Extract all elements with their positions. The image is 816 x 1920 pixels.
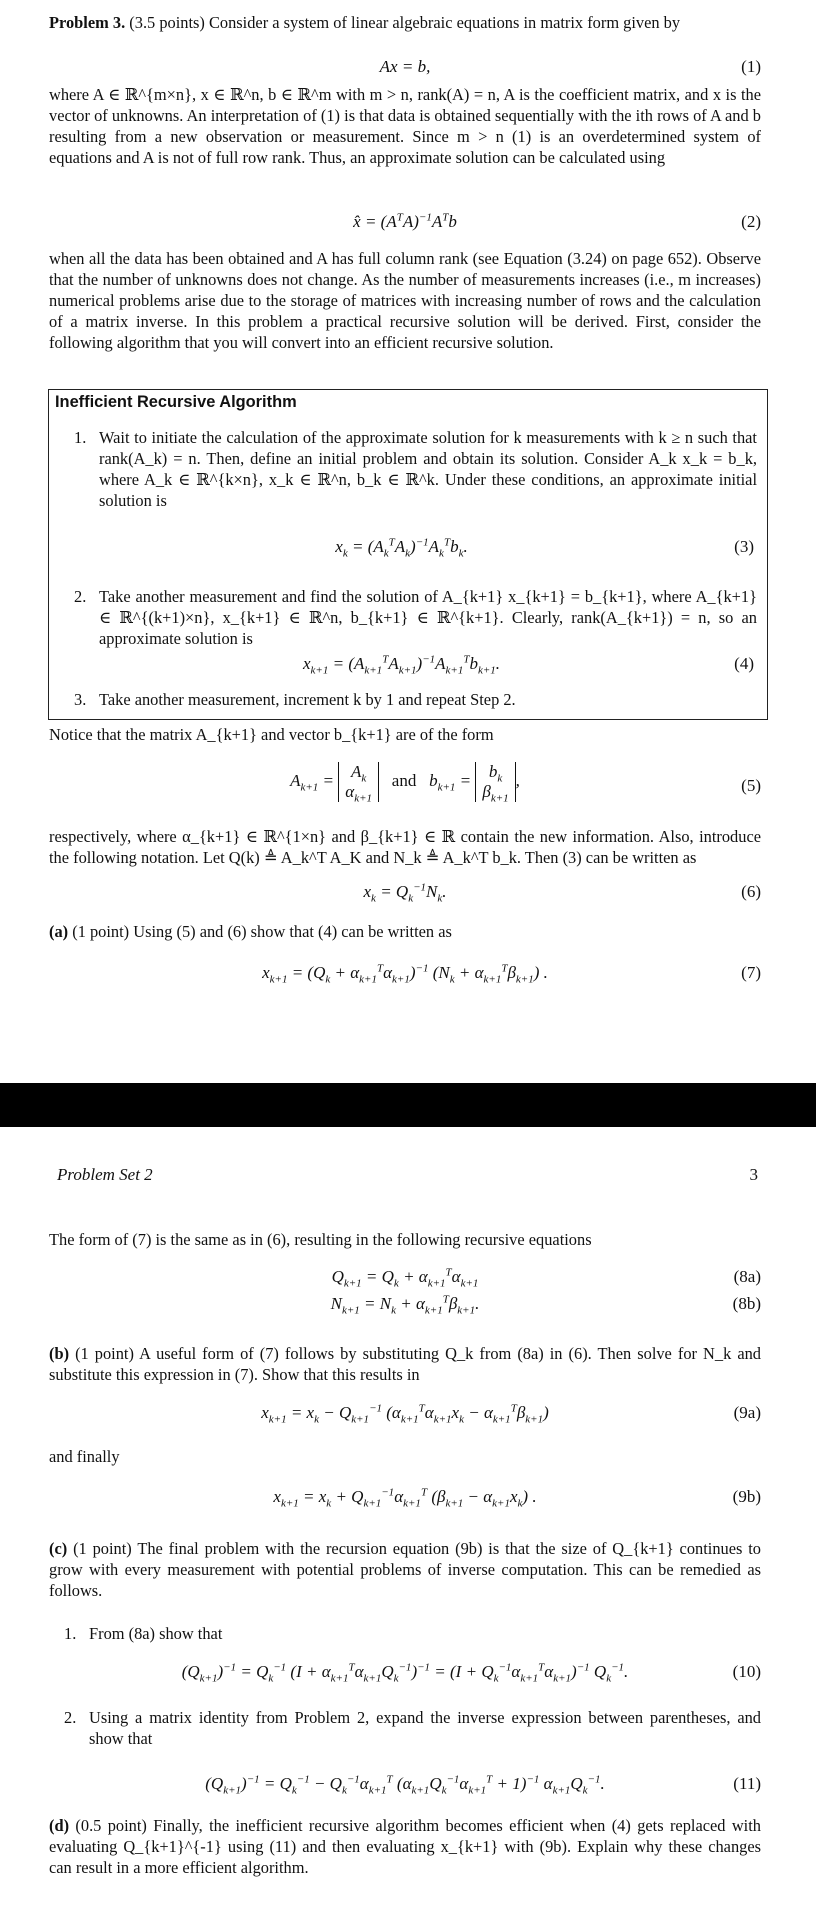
part-d-label: (d) (49, 1816, 70, 1835)
equation-9b-number: (9b) (732, 1487, 761, 1506)
equation-9a-number: (9a) (733, 1403, 761, 1422)
notice-text: Notice that the matrix A_{k+1} and vector b_{k+1} are of the form (49, 725, 494, 744)
part-c-label: (c) (49, 1539, 68, 1558)
equation-9b (49, 1487, 761, 1511)
equation-10-number: (10) (732, 1662, 761, 1681)
part-a-label: (a) (49, 922, 69, 941)
equation-1-number: (1) (741, 57, 761, 76)
part-c (49, 1538, 761, 1601)
algorithm-step-2 (74, 586, 757, 649)
equation-7 (49, 963, 761, 987)
equation-3-body: $x_k = (A_k^TA_k)^{-1}A_k^Tb_k$. (335, 536, 468, 560)
equation-11-number: (11) (733, 1774, 761, 1793)
part-a (49, 921, 761, 942)
problem-intro-text: (3.5 points) Consider a system of linear algebraic equations in matrix form given by (129, 13, 681, 32)
algorithm-box (48, 389, 768, 720)
equation-4-number: (4) (734, 654, 754, 673)
part-b-text: (1 point) A useful form of (7) follows by substituting Q_k from (8a) in (6). Then solve for N_k and substitute this expression in (7). Show that this results in (49, 1344, 761, 1384)
equation-8b (49, 1294, 761, 1318)
equation-2 (49, 212, 761, 236)
page-2 (0, 1127, 816, 1920)
problem-intro (49, 12, 761, 33)
page-number: 3 (749, 1165, 758, 1184)
equation-4 (49, 654, 754, 678)
matrix-a: $A_k$ $\alpha_{k+1}$ (338, 762, 379, 802)
equation-10 (49, 1662, 761, 1686)
matrix-b: $b_k$ $\beta_{k+1}$ (475, 762, 515, 802)
equation-7-body: $x_{k+1} = (Q_k + \alpha_{k+1}^T\alpha_{k+1})^{-1}$ $(N_k + \alpha_{k+1}^T\beta_{k+1})$ . (262, 962, 548, 986)
equation-4-body: $x_{k+1} = (A_{k+1}^TA_{k+1})^{-1}A_{k+1}^Tb_{k+1}$. (302, 653, 501, 677)
c-step-2-text: Using a matrix identity from Problem 2, expand the inverse expression between parentheses, and show that (89, 1708, 761, 1748)
equation-8b-body: $N_{k+1} = N_k + \alpha_{k+1}^T\beta_{k+1}$. (330, 1293, 480, 1317)
part-b-label: (b) (49, 1344, 70, 1363)
equation-9a (49, 1403, 761, 1427)
step-2-text: Take another measurement and find the solution of A_{k+1} x_{k+1} = b_{k+1}, where A_{k+1} ∈ ℝ^{(k+1)×n}, x_{k+1} ∈ ℝ^n, b_{k+1} ∈ ℝ^{k+1}. Clearly, rank(A_{k+1}) = n, so an approximate solution is (99, 587, 757, 648)
equation-6-number: (6) (741, 882, 761, 901)
equation-1 (49, 57, 761, 81)
equation-11 (49, 1774, 761, 1798)
step-3-text: Take another measurement, increment k by 1 and repeat Step 2. (99, 690, 516, 709)
equation-9b-body: $x_{k+1} = x_k + Q_{k+1}^{-1}\alpha_{k+1}^T$ $(\beta_{k+1} - \alpha_{k+1}x_k)$ . (273, 1486, 537, 1510)
equation-3-number: (3) (734, 537, 754, 556)
part-c-step-2 (64, 1707, 761, 1749)
equation-3 (49, 537, 754, 561)
equation-2-number: (2) (741, 212, 761, 231)
part-c-step-1 (64, 1623, 761, 1644)
c-step-1-number: 1. (64, 1624, 77, 1643)
algorithm-step-1 (74, 427, 757, 511)
step-3-number: 3. (74, 690, 87, 709)
c-step-2-number: 2. (64, 1708, 77, 1727)
equation-5 (49, 762, 761, 812)
step-1-number: 1. (74, 428, 87, 447)
equation-11-body: $(Q_{k+1})^{-1} = Q_k^{-1} - Q_k^{-1}\alpha_{k+1}^T$ $(\alpha_{k+1}Q_k^{-1}\alpha_{k+1}^T + 1)^{-1}$ $\alpha_{k+1}Q_k^{-1}$. (205, 1773, 605, 1797)
part-d (49, 1815, 761, 1878)
step-1-text: Wait to initiate the calculation of the approximate solution for k measurements with k ≥ n such that rank(A_k) = n. Then, define an initial problem and obtain its solution. Consider A_k x_k = b_k, where A_k ∈ ℝ^{k×n}, x_k ∈ ℝ^n, b_k ∈ ℝ^k. Under these conditions, an approximate initial solution is (99, 428, 757, 510)
paragraph-1: where A ∈ ℝ^{m×n}, x ∈ ℝ^n, b ∈ ℝ^m with m > n, rank(A) = n, A is the coefficient matrix, and x is the vector of unknowns. An interpretation of (1) is that data is obtained sequentially with the ith rows of A and b resulting from a new observation or measurement. Since m > n (1) is an overdetermined system of equations and A is not of full row rank. Thus, an approximate solution can be calculated using (49, 85, 761, 167)
algorithm-title: Inefficient Recursive Algorithm (55, 393, 297, 411)
part-b (49, 1343, 761, 1385)
c-step-1-text: From (8a) show that (89, 1624, 223, 1643)
equation-5-number: (5) (741, 776, 761, 795)
problem-title: Problem 3. (49, 13, 126, 32)
equation-5-and: and (391, 770, 417, 790)
page-header-title: Problem Set 2 (57, 1165, 153, 1184)
equation-6-body: $x_k = Q_k^{-1}N_k$. (363, 881, 447, 905)
part-a-text: (1 point) Using (5) and (6) show that (4) can be written as (72, 922, 452, 941)
page-separator (0, 1083, 816, 1127)
page2-paragraph-1: The form of (7) is the same as in (6), resulting in the following recursive equations (49, 1230, 592, 1249)
paragraph-3: respectively, where α_{k+1} ∈ ℝ^{1×n} and β_{k+1} ∈ ℝ contain the new information. Also, introduce the following notation. Let Q(k) ≜ A_k^T A_K and N_k ≜ A_k^T b_k. Then (3) can be written as (49, 827, 761, 867)
equation-8a-number: (8a) (733, 1267, 761, 1286)
part-c-text: (1 point) The final problem with the recursion equation (9b) is that the size of Q_{k+1} continues to grow with every measurement with potential problems of inverse computation. This can be remedied as follows. (49, 1539, 761, 1600)
equation-6 (49, 882, 761, 906)
equation-2-body: x̂ = $(A^TA)^{-1}A^Tb$ (353, 211, 457, 231)
equation-8b-number: (8b) (732, 1294, 761, 1313)
equation-1-body: Ax = b, (379, 57, 431, 76)
algorithm-step-3 (74, 689, 757, 710)
step-2-number: 2. (74, 587, 87, 606)
part-d-text: (0.5 point) Finally, the inefficient recursive algorithm becomes efficient when (4) gets replaced with evaluating Q_{k+1}^{-1} using (11) and then evaluating x_{k+1} with (9b). Explain why these changes can result in a more efficient algorithm. (49, 1816, 761, 1877)
equation-5-body: $A_{k+1} = A_k$ $\alpha_{k+1}$ and $b_{k+1} = b_k$ $\beta_{k+1}$, (290, 762, 520, 805)
equation-7-number: (7) (741, 963, 761, 982)
equation-8a-body: $Q_{k+1} = Q_k + \alpha_{k+1}^T\alpha_{k+1}$ (331, 1266, 479, 1290)
and-finally: and finally (49, 1447, 120, 1466)
paragraph-2: when all the data has been obtained and A has full column rank (see Equation (3.24) on page 652). Observe that the number of unknowns does not change. As the number of measurements increases (i.e., m increases) numerical problems arise due to the storage of matrices with increasing number of rows and the calculation of a matrix inverse. In this problem a practical recursive solution will be derived. First, consider the following algorithm that you will convert into an efficient recursive solution. (49, 249, 761, 352)
equation-10-body: $(Q_{k+1})^{-1} = Q_k^{-1}$ $(I + \alpha_{k+1}^T\alpha_{k+1}Q_k^{-1})^{-1} = (I + Q_k^{-1}\alpha_{k+1}^T\alpha_{k+1})^{-1}$ $Q_k^{-1}$. (181, 1661, 629, 1685)
equation-8a (49, 1267, 761, 1291)
equation-9a-body: $x_{k+1} = x_k - Q_{k+1}^{-1}$ $(\alpha_{k+1}^T\alpha_{k+1}x_k - \alpha_{k+1}^T\beta_{k+1})$ (261, 1402, 549, 1426)
